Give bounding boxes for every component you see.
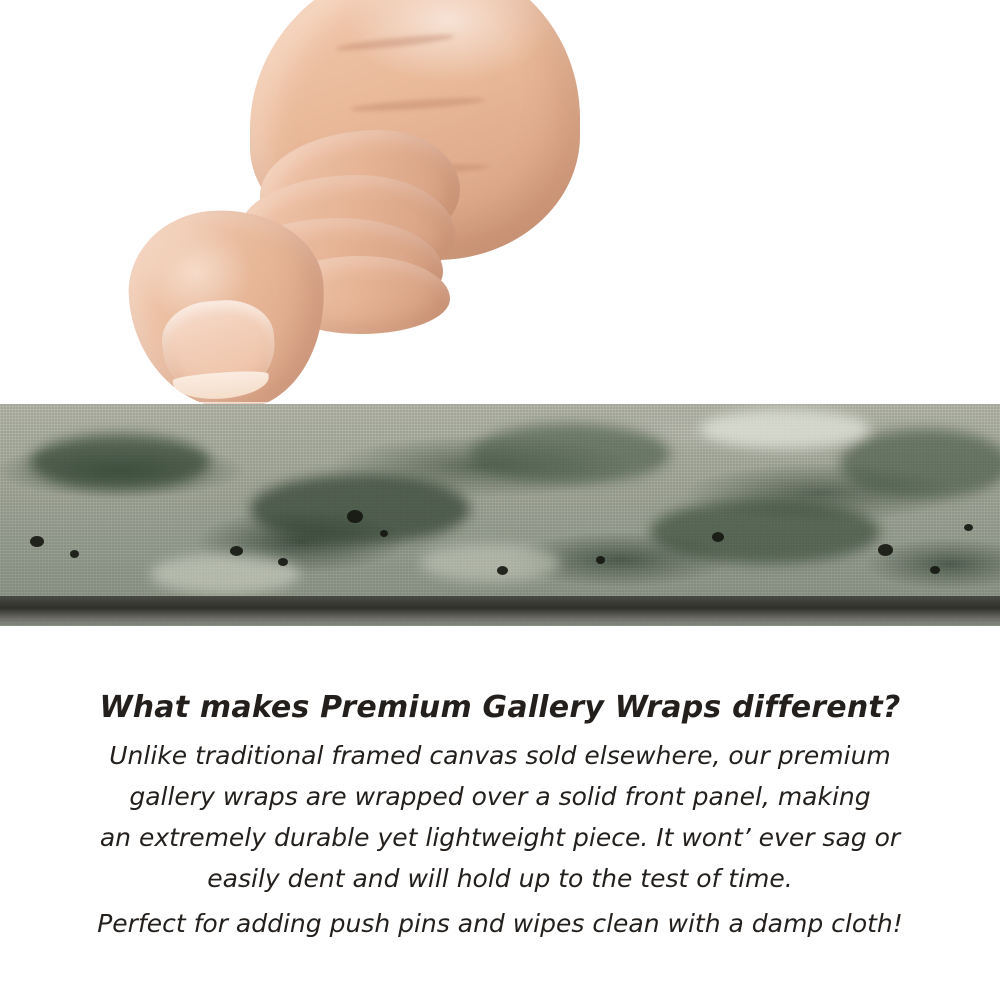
- paint-speck: [497, 566, 508, 575]
- paint-speck: [930, 566, 940, 574]
- paint-smear: [470, 424, 670, 484]
- paint-speck: [878, 544, 893, 556]
- canvas-wrap-edge: [0, 404, 1000, 626]
- canvas-depth-shadow: [0, 596, 1000, 626]
- hand-illustration: [120, 0, 580, 430]
- paint-smear: [30, 434, 210, 489]
- paint-highlight: [420, 544, 560, 582]
- caption-line-2: gallery wraps are wrapped over a solid front panel, making: [129, 782, 871, 811]
- paint-speck: [347, 510, 363, 523]
- caption-line-4: easily dent and will hold up to the test of time.: [207, 864, 793, 893]
- paint-smear: [650, 499, 880, 564]
- caption-heading: What makes Premium Gallery Wraps different?: [99, 690, 901, 725]
- paint-speck: [380, 530, 388, 537]
- paint-speck: [596, 556, 605, 564]
- paint-speck: [230, 546, 243, 556]
- paint-smear: [840, 429, 1000, 499]
- paint-smear: [250, 474, 470, 544]
- caption-final-line: Perfect for adding push pins and wipes clean with a damp cloth!: [97, 909, 903, 938]
- caption-line-3: an extremely durable yet lightweight piece. It wont’ ever sag or: [99, 823, 901, 852]
- paint-highlight: [700, 409, 870, 449]
- paint-speck: [30, 536, 44, 547]
- caption-block: [0, 690, 1000, 944]
- paint-speck: [712, 532, 724, 542]
- paint-speck: [70, 550, 79, 558]
- caption-line-1: Unlike traditional framed canvas sold elsewhere, our premium: [109, 741, 891, 770]
- paint-speck: [964, 524, 973, 531]
- paint-speck: [278, 558, 288, 566]
